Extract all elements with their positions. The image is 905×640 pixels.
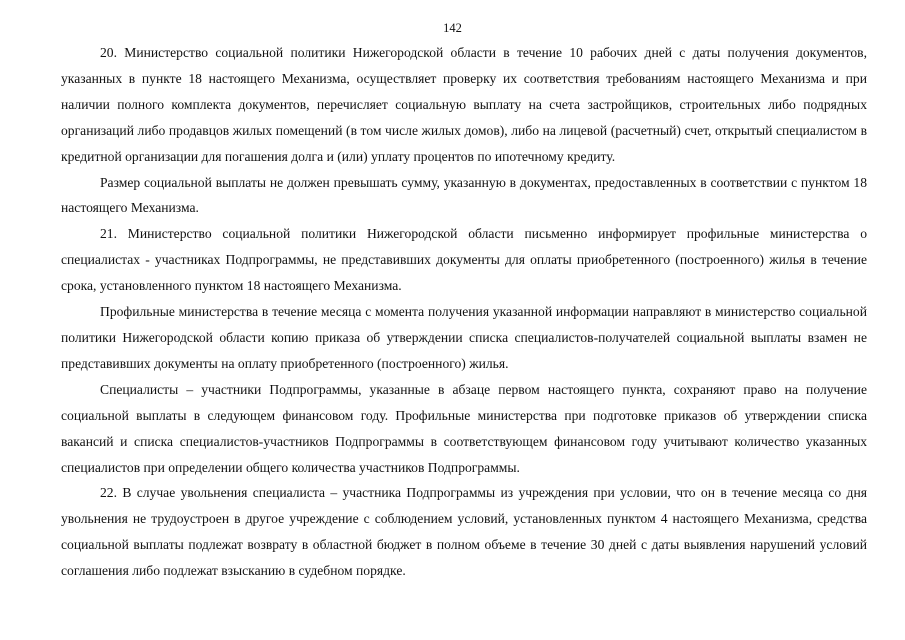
paragraph-22: 22. В случае увольнения специалиста – участника Подпрограммы из учреждения при условии, что он в течение месяца со дня увольнения не трудоустроен в другое учреждение с соблюдением условий, установленных пунктом 4 настоящего Механизма, средства социальной выплаты подлежат возврату в областной бюджет в полном объеме в течение 30 дней с даты выявления нарушений условий соглашения либо подлежат взысканию в судебном порядке. xyxy=(61,485,867,579)
document-body xyxy=(61,40,867,584)
paragraph-21: 21. Министерство социальной политики Нижегородской области письменно информирует профильные министерства о специалистах - участниках Подпрограммы, не представивших документы для оплаты приобретенного (построенного) жилья в течение срока, установленного пунктом 18 настоящего Механизма. xyxy=(61,226,867,294)
paragraph-21-specialists: Специалисты – участники Подпрограммы, указанные в абзаце первом настоящего пункта, сохраняют право на получение социальной выплаты в следующем финансовом году. Профильные министерства при подготовке приказов об утверждении списка вакансий и списка специалистов-участников Подпрограммы в соответствующем финансовом году учитывают количество указанных специалистов при определении общего количества участников Подпрограммы. xyxy=(61,381,867,475)
paragraph-21-ministries: Профильные министерства в течение месяца с момента получения указанной информации направляют в министерство социальной политики Нижегородской области копию приказа об утверждении списка специалистов-получателей социальной выплаты взамен не представивших документы на оплату приобретенного (построенного) жилья. xyxy=(61,304,867,371)
page-number: 142 xyxy=(443,21,462,35)
paragraph-20-payment-limit: Размер социальной выплаты не должен превышать сумму, указанную в документах, предоставленных в соответствии с пунктом 18 настоящего Механизма. xyxy=(61,174,867,216)
paragraph-20: 20. Министерство социальной политики Нижегородской области в течение 10 рабочих дней с даты получения документов, указанных в пункте 18 настоящего Механизма, осуществляет проверку их соответствия требованиям настоящего Механизма и при наличии полного комплекта документов, перечисляет социальную выплату на счета застройщиков, строительных либо подрядных организаций либо продавцов жилых помещений (в том числе жилых домов), либо на лицевой (расчетный) счет, открытый специалистом в кредитной организации для погашения долга и (или) уплату процентов по ипотечному кредиту. xyxy=(61,45,867,164)
